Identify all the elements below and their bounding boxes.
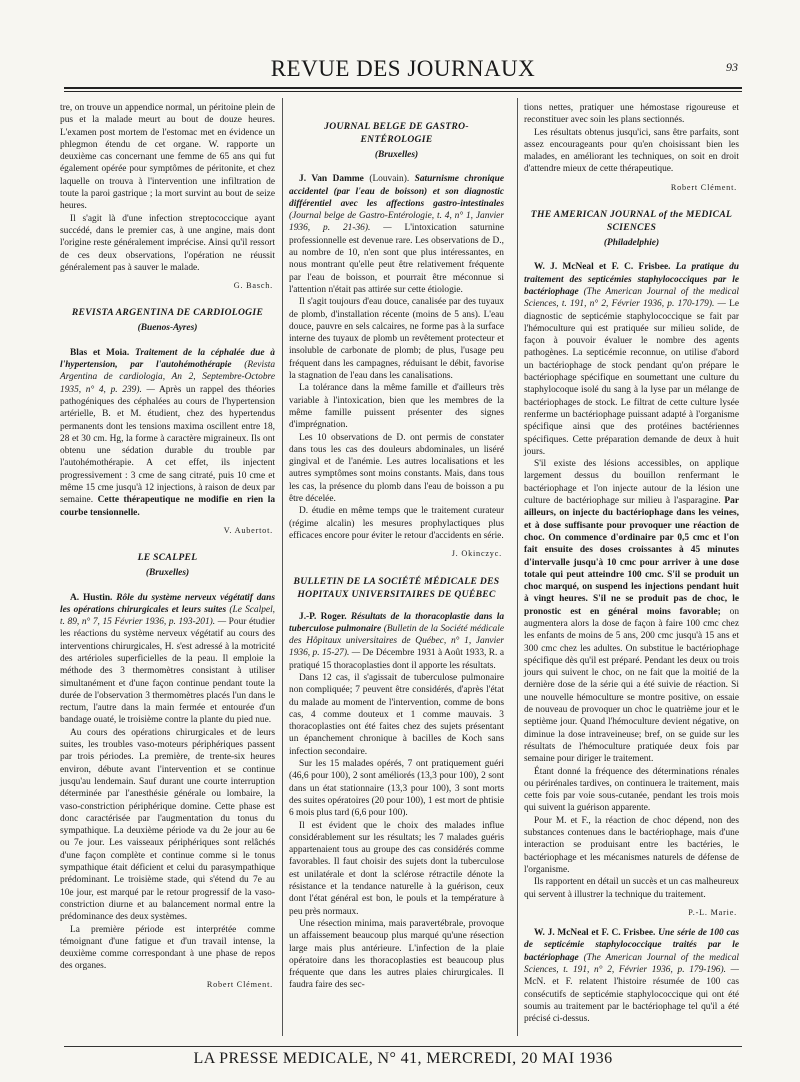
article-reference: (The American Journal of the medical Sciences, t. 191, n° 2, Février 1936, p. 170-179). — [524, 286, 739, 310]
paragraph: Il est évident que le choix des malades influe considérablement sur les résultats; les 7 malades guéris appartenaient tous au groupe des cas considérés comme favorables. Il faut choisir des sujets dont la tuberculose est unilatérale et dont la sclérose rétractile dénote la résistance et la tendance naturelle à la guérison, ceux dont l'état général est bon, le pouls et la température à peu près normaux. [289, 820, 504, 917]
paragraph: Il s'agit là d'une infection streptococcique ayant succédé, dans le premier cas, à une angine, mais dont l'origine reste généralement imprécise. Ainsi qu'il ressort de ces deux observations, l'opération ne réussit généralement pas à sauver le malade. [60, 213, 275, 273]
journal-heading: JOURNAL BELGE DE GASTRO-ENTÉROLOGIE [324, 121, 469, 145]
author-signature: J. Okinczyc. [451, 549, 502, 559]
column-left [60, 102, 275, 999]
article-authors: J. Van Damme [299, 174, 364, 185]
column-divider [282, 98, 283, 1036]
paragraph: Sur les 15 malades opérés, 7 ont pratiquement guéri (46,6 pour 100), 2 sont améliorés (13,3 pour 100), 2 sont dans un état stationnaire (13,3 pour 100), 3 sont morts des suites opératoires (20 pour 100), 1 est mort de phtisie 6 mois plus tard (6,6 pour 100). [289, 759, 504, 819]
page-title: REVUE DES JOURNAUX [270, 56, 536, 81]
article-body: L'intoxication saturnine professionnelle est devenue rare. Les observations de D., au nombre de 10, n'en sont que plus intéressantes, en nous montrant qu'elle peut être relativement fréquente par l'eau de boisson, et pourrait être méconnue si l'attention n'était pas attirée sur cette étiologie. [289, 223, 504, 295]
article-title: Une série de 100 cas de septicémie staphylococcique traités par le bactériophage [524, 928, 740, 963]
author-signature: Robert Clément. [206, 979, 273, 989]
journal-heading: THE AMERICAN JOURNAL of the MEDICAL SCIENCES [530, 209, 733, 234]
paragraph-part: S'il existe des lésions accessibles, on applique largement dessus du bouillon renfermant le bactériophage et l'on injecte autour de la lésion une culture de bactériophage sur milieu à l'asparagine. [524, 459, 739, 507]
journal-city: (Bruxelles) [145, 568, 190, 579]
article-authors: W. J. McNeal et F. C. Frisbee. [534, 262, 671, 273]
page-header [64, 44, 742, 90]
article-body: De Décembre 1931 à Août 1933, R. a pratiqué 15 thoracoplasties dont il apporte les résultats. [289, 648, 504, 671]
paragraph-part: on augmentera alors la dose de façon à faire 100 cmc chez les enfants de moins de 5 ans, 200 cmc jusqu'à 15 ans et 300 cmc chez les adultes. On substitue le bactériophage spécifique dès qu'il est préparé. Pendant les deux ou trois jours qui suivent le choc, on ne fait que la moitié de la dernière dose de la série qui a été suivie de réaction. Si une nouvelle hémoculture se montre positive, on essaie de nouveau de provoquer un choc le quatrième jour et le septième jour. Quand l'hémoculture devient négative, on diminue la dose intraveineuse; bref, on se guide sur les résultats de l'hémoculture pratiquée deux fois par semaine pour diriger le traitement. [524, 606, 739, 765]
article-abstract [60, 592, 275, 727]
paragraph: Pour M. et F., la réaction de choc dépend, non des substances contenues dans le bactériophage, mais d'une interaction se produisant entre les bactéries, le bactériophage et les mécanismes naturels de défense de l'organisme. [524, 815, 739, 875]
paragraph: Les résultats obtenus jusqu'ici, sans être parfaits, sont assez encourageants pour qu'en choisissant bien les malades, en améliorant les techniques, on soit en droit d'attendre mieux de cette thérapeutique. [524, 127, 739, 175]
author-signature: G. Basch. [233, 281, 273, 291]
article-body: McN. et F. relatent l'histoire résumée de 100 cas consécutifs de septicémie staphylococcique qui ont été soumis au traitement par le bactériophage tel qu'il a été précisé ci-dessus. [524, 977, 739, 1025]
journal-city: (Bruxelles) [374, 150, 419, 160]
article-title: Résultats de la thoracoplastie dans la tuberculose pulmonaire [289, 611, 505, 634]
article-authors: W. J. McNeal et F. C. Frisbee. [534, 928, 656, 939]
article-reference: (Le Scalpel, t. 89, n° 7, 15 Février 1936, p. 193-201). — [60, 604, 276, 628]
author-signature: Robert Clément. [670, 182, 737, 192]
column-divider [517, 98, 518, 1036]
journal-heading: LE SCALPEL [137, 552, 198, 564]
article-authors: Blas et Moia. [70, 347, 130, 358]
article-reference: (The American Journal of the medical Sciences, t. 191, n° 2, Février 1936, p. 179-196). — [524, 952, 739, 975]
article-abstract [524, 927, 739, 1025]
paragraph: D. étudie en même temps que le traitement curateur (régime alcalin) les mesures prophylactiques plus efficaces encore pour éviter le retour d'accidents en série. [289, 506, 504, 541]
article-authors: A. Hustin. [70, 592, 113, 603]
paragraph: Étant donné la fréquence des déterminations rénales ou périrénales tardives, on continuera le traitement, mais cette fois par voie sous-cutanée, pendant les trois mois qui suivent la guérison apparente. [524, 766, 739, 814]
paragraph: La première période est interprétée comme témoignant d'une fatigue et d'un travail intense, la deuxième comme correspondant à une phase de repos des organes. [60, 924, 275, 972]
article-reference: (Revista Argentina de cardiologia, An 2, Septembre-Octobre 1935, n° 4, p. 239). — [60, 360, 276, 395]
article-authors: J.-P. Roger. [299, 611, 347, 622]
journal-city: (Buenos-Ayres) [137, 323, 198, 334]
journal-heading: REVISTA ARGENTINA DE CARDIOLOGIE [71, 307, 264, 319]
author-signature: V. Aubertot. [223, 525, 273, 535]
article-body: Pour étudier les réactions du système nerveux végétatif au cours des interventions chirurgicales, H. s'est adressé à la motricité des artérioles superficielles de la peau. Il emploie la méthode des 3 thermomètres consistant à utiliser simultanément et d'une façon continue pendant toute la durée de l'observation 3 thermomètres placés l'un dans le rectum, l'autre dans la main fermée et entourée d'un bandage ouaté, le troisième contre la plante du pied nue. [60, 617, 275, 726]
footer-rule [64, 1046, 742, 1047]
paragraph: tre, on trouve un appendice normal, un péritoine plein de pus et la malade meurt au bout de douze heures. L'examen post mortem de l'estomac met en évidence un phlegmon étendu de cet organe. W. rapporte un deuxième cas concernant une femme de 65 ans qui fut également opérée pour symptômes de péritonite, et chez laquelle on trouva à l'intervention une infiltration de toute la paroi gastrique ; la mort survint au bout de seize heures. [60, 103, 275, 212]
article-title: Saturnisme chronique accidentel (par l'eau de boisson) et son diagnostic différentiel avec les affections gastro-intestinales [289, 174, 504, 209]
page-footer: LA PRESSE MEDICALE, N° 41, MERCREDI, 20 MAI 1936 [193, 1050, 613, 1067]
paragraph: Une résection minima, mais paravertébrale, provoque un affaissement beaucoup plus marqué qu'une résection large mais plus antérieure. L'infection de la plaie opératoire dans les thoracoplasties est beaucoup plus fréquente que dans les autres plaies chirurgicales. Il faudra faire des sec- [289, 918, 504, 991]
paragraph: Dans 12 cas, il s'agissait de tuberculose pulmonaire non compliquée; 7 peuvent être considérés, d'après l'état du malade au moment de l'intervention, comme de bons cas, 4 comme douteux et 1 comme mauvais. 3 thoracoplasties ont été faites chez des sujets présentant un épanchement chronique à bacilles de Koch sans infection secondaire. [289, 672, 504, 757]
article-reference: (Journal belge de Gastro-Entérologie, t. 4, n° 1, Janvier 1936, p. 21-36). — [289, 211, 504, 234]
article-body: Le diagnostic de septicémie staphylococcique se fait par l'hémoculture qui est pratiquée sur milieu solide, de façon à pouvoir évaluer le nombre des agents pathogènes. La septicémie reconnue, on utilise d'abord un bactériophage de stock pendant qu'on prépare le bactériophage spécifique en soumettant une culture du staphylocoque isolé du sang à la lyse par un mélange de bactériophages de stock. Le filtrat de cette culture lysée renferme un bactériophage puissant adapté à l'organisme spécifique ainsi que des protéines bactériennes spécifiques. Cette préparation demande de deux à huit jours. [524, 299, 740, 457]
column-right [524, 102, 739, 1025]
article-reference: (Bulletin de la Société médicale des Hôpitaux universitaires de Québec, n° 1, Janvier 1936, p. 15-27). — [289, 623, 504, 659]
paragraph: Au cours des opérations chirurgicales et de leurs suites, les troubles vaso-moteurs périphériques passent par trois périodes. La première, de trente-six heures environ, débute avant l'intervention et se continue jusqu'au lendemain. Sauf durant une courte interruption déterminée par l'anesthésie générale ou lombaire, la vaso-constriction périphérique domine. Cette phase est donc caractérisée par l'augmentation du tonus du sympathique. La deuxième période va du 2e jour au 6e ou 7e jour. Les vaisseaux périphériques sont relâchés d'une façon complète et continue comme si le tonus sympathique était déficient et celui du parasympathique prédominant. Le troisième stade, qui s'étend du 7e au 10e jour, est marqué par le retour progressif de la vaso-constriction diurne et au balancement normal entre la prédominance des deux systèmes. [60, 727, 275, 923]
article-title: Traitement de la céphalée due à l'hypertension, par l'autohémothérapie [60, 347, 275, 371]
article-abstract [289, 173, 504, 296]
header-rule-thin [64, 91, 742, 92]
paragraph: Ils rapportent en détail un succès et un cas malheureux qui servent à illustrer la technique du traitement. [524, 877, 739, 900]
column-middle [289, 102, 504, 992]
article-abstract [524, 261, 739, 458]
article-title: La pratique du traitement des septicémies staphylococciques par le bactériophage [524, 262, 739, 297]
page-number: 93 [726, 60, 738, 74]
article-abstract [60, 347, 275, 519]
author-affiliation: (Louvain). [369, 174, 410, 185]
paragraph-emphasis: Par ailleurs, on injecte du bactériophage dans les veines, et à dose suffisante pour provoquer une réaction de choc. On commence d'ordinaire par 0,5 cmc et l'on fait ensuite des doses croissantes à 45 minutes d'intervalle jusqu'à 10 cmc pour arriver à une dose totale qui peut atteindre 100 cmc. S'il se produit un choc marqué, on suspend les injections pendant huit à vingt heures. S'il ne se produit pas de choc, le pronostic est en général moins favorable; [524, 496, 739, 617]
paragraph: Les 10 observations de D. ont permis de constater dans tous les cas des douleurs abdominales, un liséré gingival et de l'anémie. Les autres localisations et les autres symptômes sont moins constants. Mais, dans tous les cas, la présence du plomb dans l'eau de boisson a pu être décelée. [289, 432, 504, 505]
article-abstract [289, 611, 504, 672]
header-rule [64, 87, 742, 89]
article-body: Après un rappel des théories pathogéniques des céphalées au cours de l'hypertension artérielle, B. et M. étudient, chez des hypertendus permanents dont les tensions maxima oscillent entre 18, 28 et 30 cm. Hg, la forme à caractère migraineux. Ils ont obtenu une sédation durable du trouble par l'autohémothérapie. A cet effet, ils injectent progressivement : 3 cme de sang citraté, puis 10 cme et même 15 cme jusqu'à 12 injections, à raison de deux par semaine. [60, 384, 275, 506]
journal-heading: BULLETIN DE LA SOCIÉTÉ MÉDICALE DES HOPITAUX UNIVERSITAIRES DE QUÉBEC [293, 575, 500, 600]
paragraph: La tolérance dans la même famille et d'ailleurs très variable à l'intoxication, bien que les membres de la même famille puissent présenter des signes d'imprégnation. [289, 383, 504, 431]
article-conclusion: Cette thérapeutique ne modifie en rien la courbe tensionnelle. [60, 495, 276, 518]
author-signature: P.-L. Marie. [688, 907, 737, 917]
paragraph [524, 458, 739, 765]
paragraph: Il s'agit toujours d'eau douce, canalisée par des tuyaux de plomb, d'installation récente (moins de 5 ans). L'eau douce, pauvre en sels calcaires, ne forme pas à la surface interne des tuyaux de plomb un revêtement protecteur et insoluble de carbonate de plomb; de plus, l'usage peu fréquent dans les campagnes, réduisant le débit, favorise la stagnation de l'eau dans les canalisations. [289, 297, 504, 382]
article-title: Rôle du système nerveux végétatif dans les opérations chirurgicales et leurs suites [60, 592, 275, 615]
paragraph: tions nettes, pratiquer une hémostase rigoureuse et reconstituer avec soin les plans sectionnés. [524, 103, 739, 126]
journal-city: (Philadelphie) [603, 238, 660, 249]
